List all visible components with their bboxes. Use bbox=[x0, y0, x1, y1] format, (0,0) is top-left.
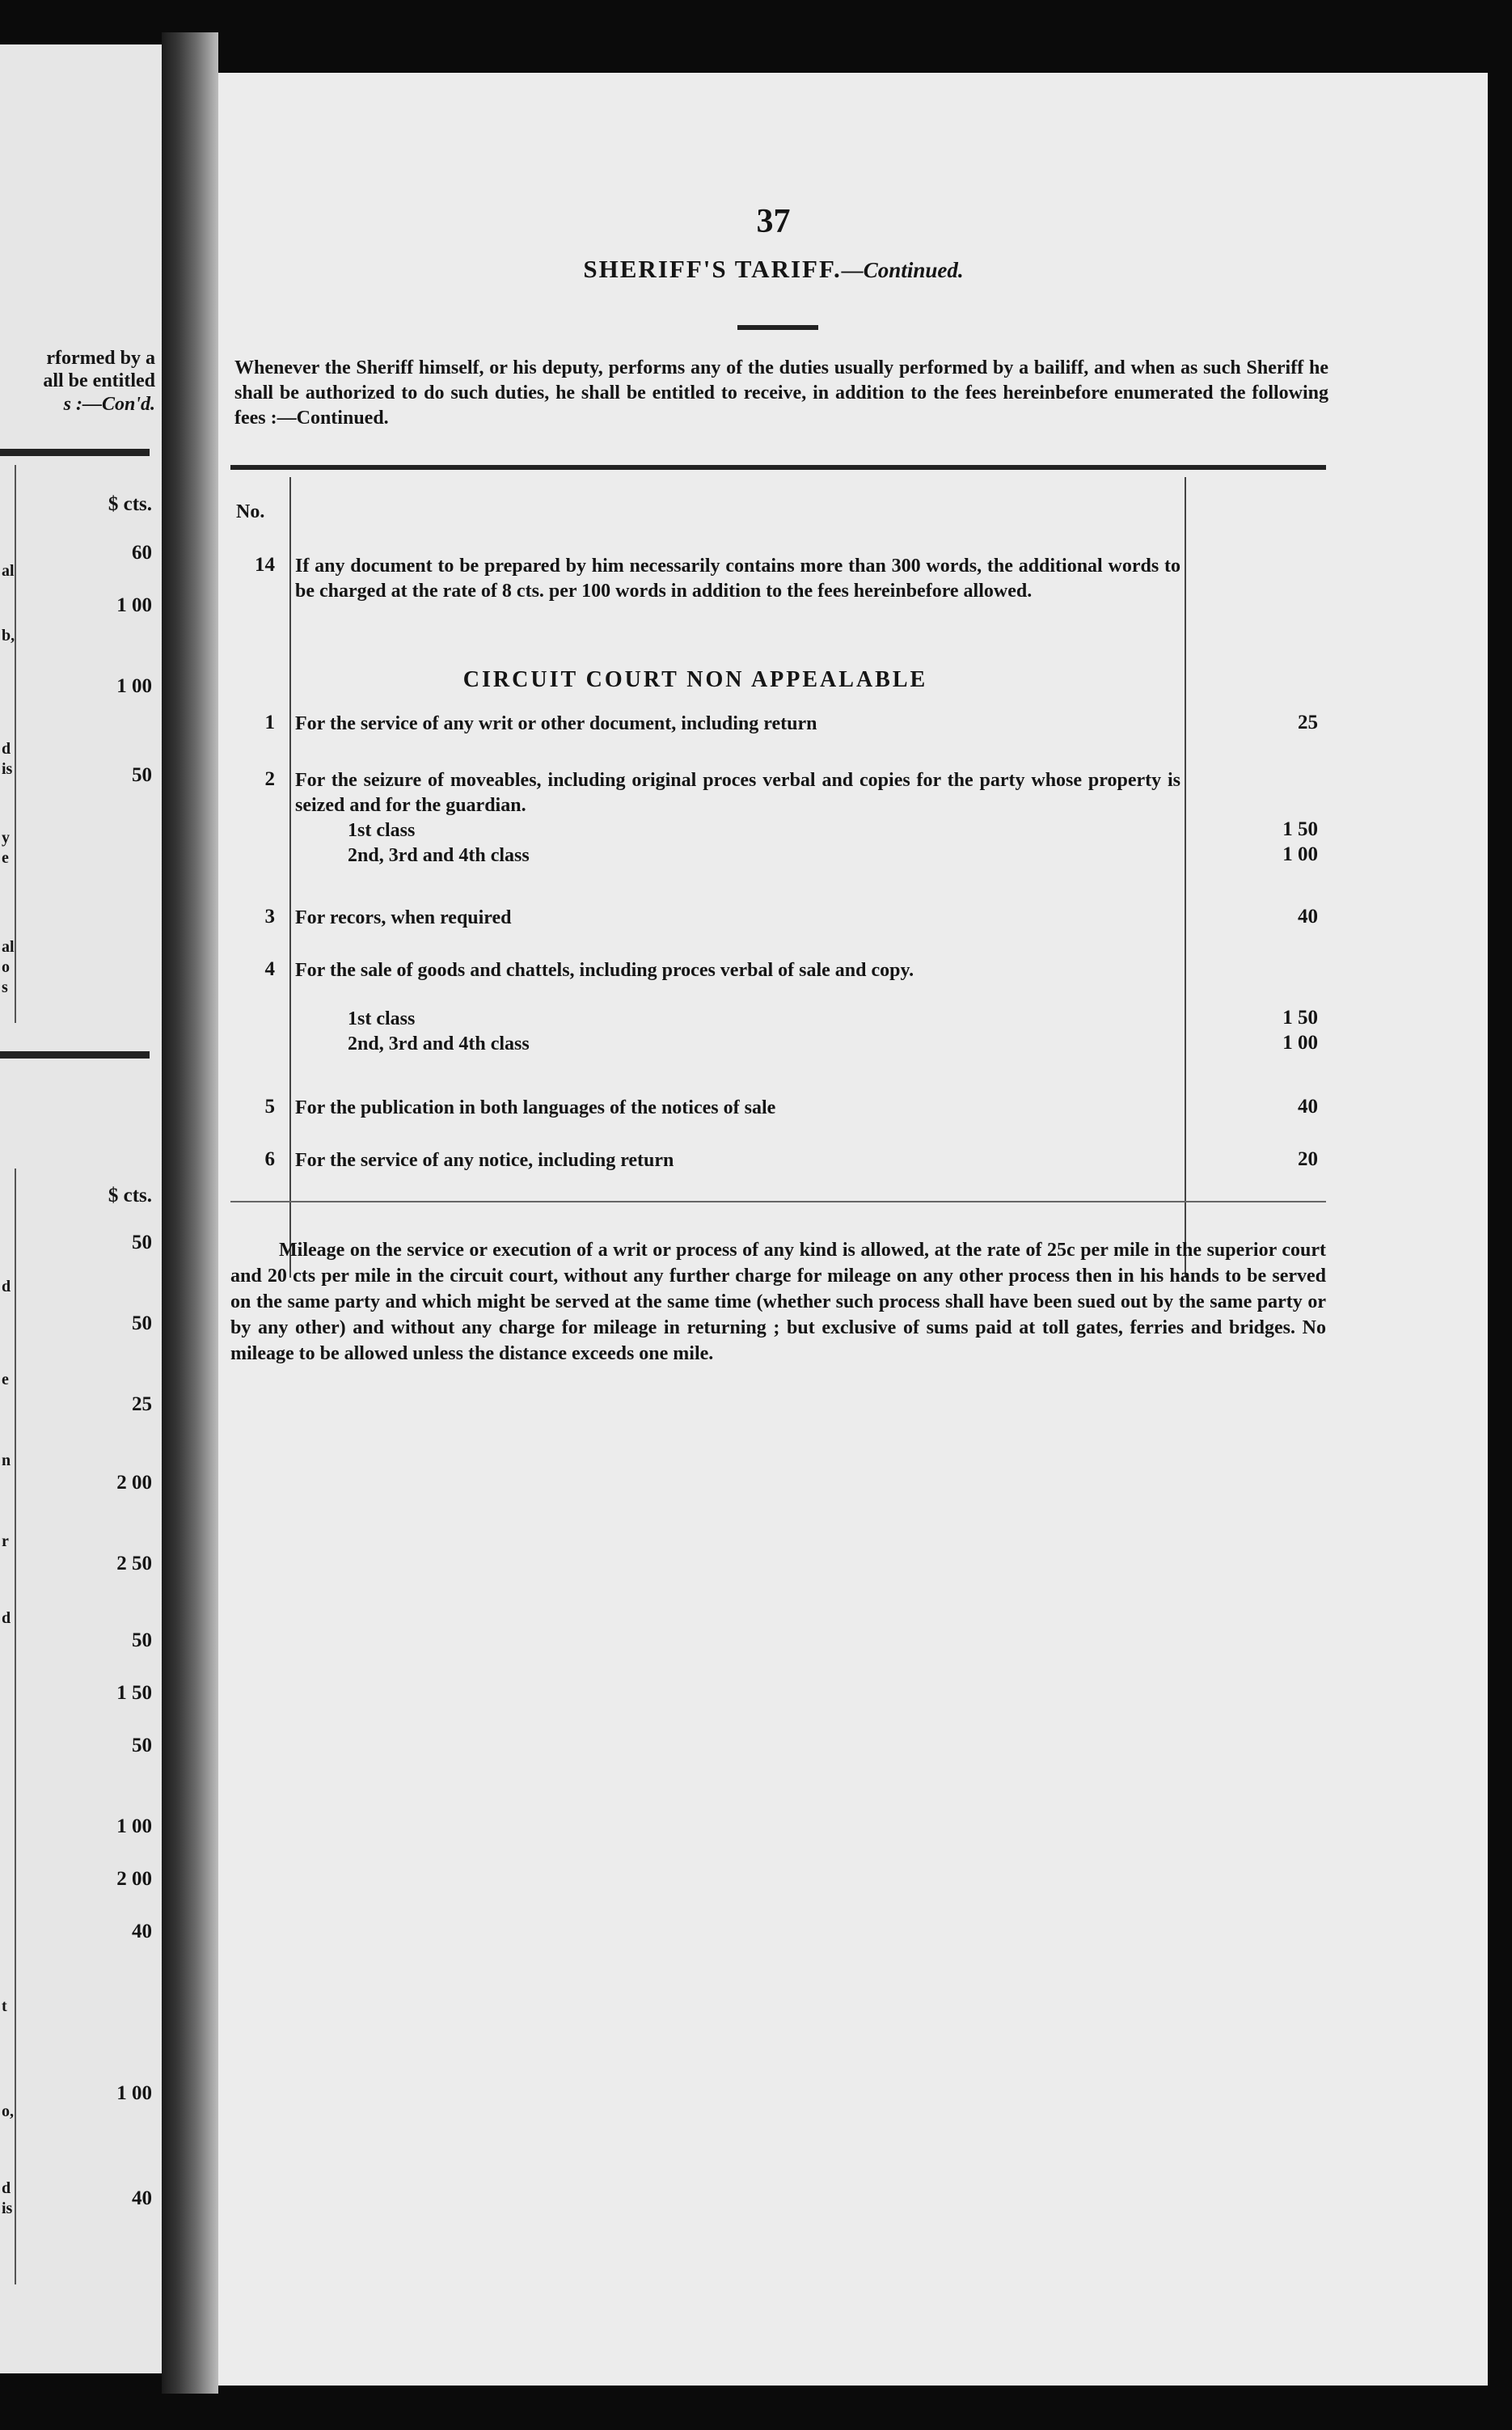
left-fragment: y bbox=[2, 829, 10, 847]
left-fragment: o, bbox=[2, 2102, 14, 2120]
left-amount: 1 00 bbox=[116, 594, 152, 616]
left-fragment: o bbox=[2, 958, 10, 976]
left-page-fragment bbox=[0, 44, 162, 2373]
sub-label: 1st class bbox=[348, 1008, 416, 1029]
left-amount: 40 bbox=[132, 2187, 152, 2209]
page-title bbox=[218, 255, 1328, 284]
left-header-line-1: rformed by a bbox=[46, 348, 155, 369]
left-amount: 60 bbox=[132, 542, 152, 564]
book-gutter bbox=[162, 32, 218, 2394]
sub-amount: 1 50 bbox=[1282, 818, 1318, 840]
item-number: 3 bbox=[264, 906, 275, 928]
left-amount: 40 bbox=[132, 1921, 152, 1942]
table-bottom-rule bbox=[230, 1201, 1326, 1202]
item-amount: 20 bbox=[1298, 1148, 1318, 1170]
sub-amount: 1 00 bbox=[1282, 843, 1318, 865]
sub-label: 2nd, 3rd and 4th class bbox=[348, 845, 530, 866]
left-fragment: d bbox=[2, 1278, 11, 1295]
title-rule bbox=[737, 325, 818, 330]
item-number: 2 bbox=[264, 768, 275, 790]
left-fragment: d bbox=[2, 1609, 11, 1627]
col-no-header: No. bbox=[236, 501, 265, 522]
left-amount: 50 bbox=[132, 1312, 152, 1334]
item-number: 1 bbox=[264, 712, 275, 733]
item-amount: 25 bbox=[1298, 712, 1318, 733]
left-amount: 25 bbox=[132, 1393, 152, 1415]
item-2-text: For the seizure of moveables, including original proces verbal and copies for the party whose property is seized and for the guardian. bbox=[295, 770, 1180, 816]
left-col-header-2: $ cts. bbox=[108, 1185, 152, 1207]
item-number: 6 bbox=[264, 1148, 275, 1170]
left-fragment: r bbox=[2, 1532, 9, 1550]
sub-label: 2nd, 3rd and 4th class bbox=[348, 1033, 530, 1054]
left-amount: 50 bbox=[132, 1629, 152, 1651]
left-amount: 1 00 bbox=[116, 1815, 152, 1837]
sub-amount: 1 00 bbox=[1282, 1032, 1318, 1054]
left-fragment: e bbox=[2, 849, 9, 867]
col-rule-amount bbox=[1185, 477, 1186, 1278]
page-37 bbox=[218, 73, 1488, 2386]
left-fragment: al bbox=[2, 562, 15, 580]
mileage-paragraph: Mileage on the service or execution of a writ or process of any kind is allowed, at the rate of 25c per mile in the superior court and 20 cts per mile in the circuit court, without any further charge for mileage on any other process then in his hands to be served on the same party and which might be served at the same time (whether such process shall have been sued out by the same party or by any other) and without any charge for mileage in returning ; but exclusive of sums paid at toll gates, ferries and bridges. No mileage to be allowed unless the distance exceeds one mile. bbox=[230, 1240, 1326, 1364]
left-fragment: s bbox=[2, 978, 8, 996]
left-amount: 1 50 bbox=[116, 1682, 152, 1704]
left-rule-1 bbox=[0, 449, 150, 456]
left-fragment: b, bbox=[2, 627, 15, 644]
left-amount: 2 00 bbox=[116, 1472, 152, 1494]
left-fragment: d bbox=[2, 740, 11, 758]
left-header-line-3: s :—Con'd. bbox=[63, 394, 155, 415]
item-amount: 40 bbox=[1298, 1096, 1318, 1118]
left-fragment: d bbox=[2, 2179, 11, 2197]
left-fragment: is bbox=[2, 760, 13, 778]
item-4-text: For the sale of goods and chattels, including proces verbal of sale and copy. bbox=[295, 960, 914, 981]
sub-amount: 1 50 bbox=[1282, 1007, 1318, 1029]
title-suffix: —Continued. bbox=[841, 258, 964, 282]
col-rule-no bbox=[289, 477, 291, 1278]
left-amount: 50 bbox=[132, 1735, 152, 1756]
item-14-text: If any document to be prepared by him necessarily contains more than 300 words, the additional words to be charged at the rate of 8 cts. per 100 words in addition to the fees hereinbefore allowed. bbox=[295, 556, 1180, 602]
section-header: CIRCUIT COURT NON APPEALABLE bbox=[462, 667, 928, 692]
sub-label: 1st class bbox=[348, 820, 416, 841]
item-number: 4 bbox=[264, 958, 275, 980]
item-5-text: For the publication in both languages of the notices of sale bbox=[295, 1097, 776, 1118]
item-number: 5 bbox=[264, 1096, 275, 1118]
item-amount: 40 bbox=[1298, 906, 1318, 928]
title-text: SHERIFF'S TARIFF. bbox=[583, 255, 842, 283]
intro-paragraph: Whenever the Sheriff himself, or his deputy, performs any of the duties usually performed by a bailiff, and when as such Sheriff he shall be authorized to do such duties, he shall be entitled to receive, in addition to the fees hereinbefore enumerated the following fees :—Continued. bbox=[234, 357, 1328, 429]
left-fragment: n bbox=[2, 1452, 11, 1469]
left-rule-2 bbox=[0, 1051, 150, 1059]
item-number: 14 bbox=[255, 554, 275, 576]
left-fragment: is bbox=[2, 2200, 13, 2217]
left-col-header-1: $ cts. bbox=[108, 493, 152, 515]
item-3-text: For recors, when required bbox=[295, 907, 512, 928]
left-amount: 50 bbox=[132, 1232, 152, 1253]
left-amount: 2 00 bbox=[116, 1868, 152, 1890]
left-fragment: e bbox=[2, 1371, 9, 1388]
item-1-text: For the service of any writ or other document, including return bbox=[295, 713, 817, 734]
left-amount: 2 50 bbox=[116, 1553, 152, 1574]
page-number: 37 bbox=[756, 203, 791, 240]
table-top-rule bbox=[230, 465, 1326, 470]
left-fragment: t bbox=[2, 1997, 7, 2015]
left-amount: 1 00 bbox=[116, 2082, 152, 2104]
left-fragment: al bbox=[2, 938, 15, 956]
left-amount: 1 00 bbox=[116, 675, 152, 697]
left-amount: 50 bbox=[132, 764, 152, 786]
left-header-line-2: all be entitled bbox=[43, 370, 155, 391]
item-6-text: For the service of any notice, including return bbox=[295, 1150, 674, 1171]
